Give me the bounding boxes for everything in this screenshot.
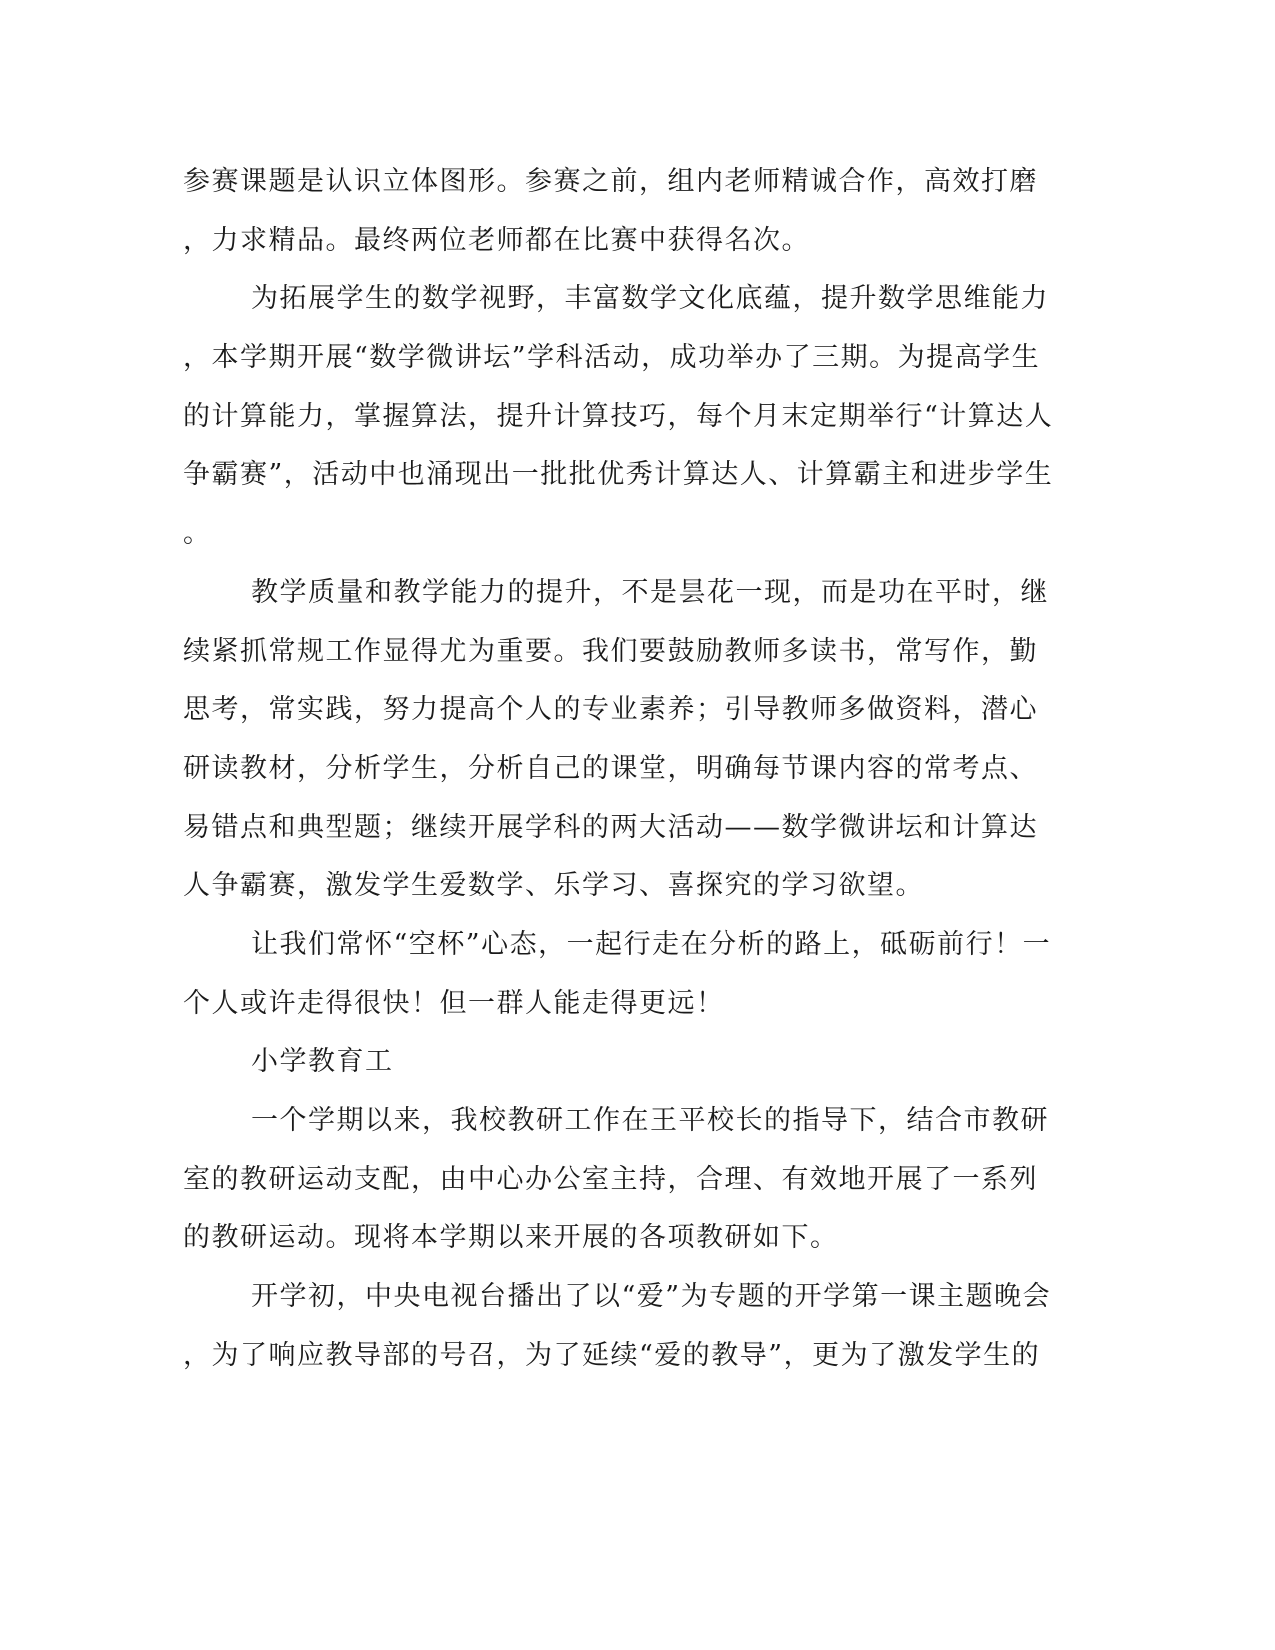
text-line: 思考，常实践，努力提高个人的专业素养；引导教师多做资料，潜心: [183, 694, 1038, 726]
text-line: 个人或许走得很快！但一群人能走得更远！: [183, 987, 725, 1019]
text-line: 室的教研运动支配，由中心办公室主持，合理、有效地开展了一系列: [183, 1163, 1038, 1195]
paragraph-start: 让我们常怀“空杯”心态，一起行走在分析的路上，砥砺前行！一: [251, 928, 1052, 960]
text-line: ，力求精品。最终两位老师都在比赛中获得名次。: [183, 224, 810, 256]
text-line: 人争霸赛，激发学生爱数学、乐学习、喜探究的学习欲望。: [183, 870, 924, 902]
paragraph-start: 开学初，中央电视台播出了以“爱”为专题的开学第一课主题晚会: [251, 1281, 1052, 1313]
text-line: 的教研运动。现将本学期以来开展的各项教研如下。: [183, 1222, 839, 1254]
text-line: ，本学期开展“数学微讲坛”学科活动，成功举办了三期。为提高学生: [183, 342, 1041, 374]
text-line: 争霸赛”，活动中也涌现出一批批优秀计算达人、计算霸主和进步学生: [183, 459, 1054, 491]
paragraph-start: 一个学期以来，我校教研工作在王平校长的指导下，结合市教研: [251, 1105, 1049, 1136]
document-body: [183, 153, 1063, 1385]
text-line: ，为了响应教导部的号召，为了延续“爱的教导”，更为了激发学生的: [183, 1339, 1041, 1371]
text-line: 参赛课题是认识立体图形。参赛之前，组内老师精诚合作，高效打磨: [183, 166, 1038, 197]
paragraph-start: 为拓展学生的数学视野，丰富数学文化底蕴，提升数学思维能力: [251, 283, 1049, 315]
text-line: 研读教材，分析学生，分析自己的课堂，明确每节课内容的常考点、: [183, 752, 1038, 784]
text-line: 续紧抓常规工作显得尤为重要。我们要鼓励教师多读书，常写作，勤: [183, 635, 1038, 667]
section-heading: 小学教育工: [251, 1046, 394, 1078]
paragraph-start: 教学质量和教学能力的提升，不是昙花一现，而是功在平时，继: [251, 576, 1049, 608]
text-line: 的计算能力，掌握算法，提升计算技巧，每个月末定期举行“计算达人: [183, 400, 1054, 432]
text-line: 。: [183, 518, 212, 550]
text-line: 易错点和典型题；继续开展学科的两大活动——数学微讲坛和计算达: [183, 811, 1038, 843]
